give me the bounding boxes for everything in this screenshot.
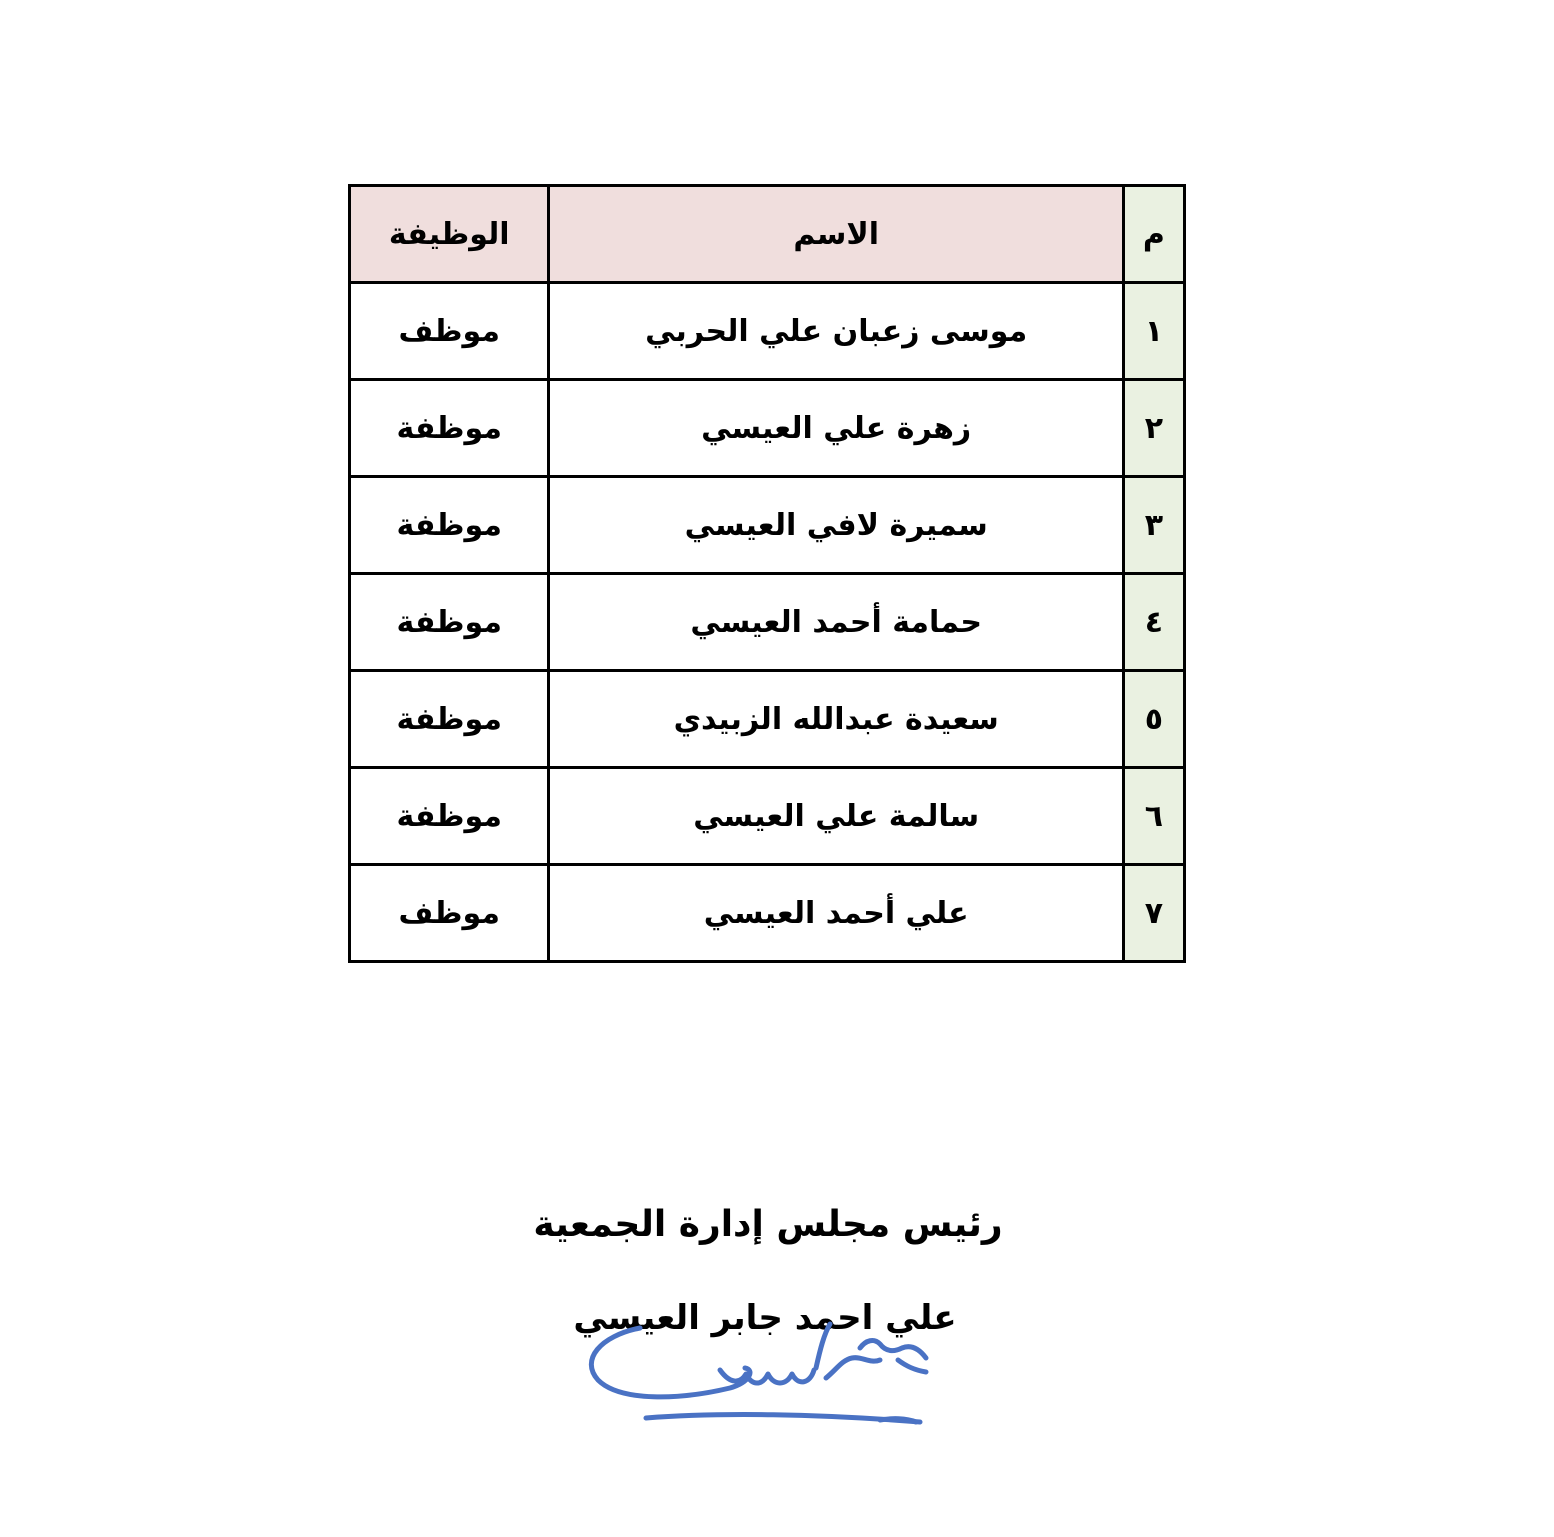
table-row bbox=[350, 574, 1185, 671]
signatory-name: علي احمد جابر العيسي bbox=[573, 1298, 957, 1338]
table-row bbox=[350, 768, 1185, 865]
row-number: ٦ bbox=[1123, 768, 1184, 865]
row-number: ٥ bbox=[1123, 671, 1184, 768]
table-row bbox=[350, 671, 1185, 768]
row-job: موظفة bbox=[350, 671, 549, 768]
row-job: موظفة bbox=[350, 380, 549, 477]
row-job: موظفة bbox=[350, 477, 549, 574]
header-number: م bbox=[1123, 186, 1184, 283]
handwritten-signature-icon bbox=[580, 1300, 940, 1440]
row-number: ٤ bbox=[1123, 574, 1184, 671]
row-name: علي أحمد العيسي bbox=[549, 865, 1123, 962]
staff-table bbox=[348, 184, 1186, 963]
row-number: ٧ bbox=[1123, 865, 1184, 962]
table-header-row bbox=[350, 186, 1185, 283]
chairman-title: رئيس مجلس إدارة الجمعية bbox=[533, 1204, 1003, 1245]
header-job: الوظيفة bbox=[350, 186, 549, 283]
table-row bbox=[350, 865, 1185, 962]
row-number: ١ bbox=[1123, 283, 1184, 380]
row-name: زهرة علي العيسي bbox=[549, 380, 1123, 477]
row-name: حمامة أحمد العيسي bbox=[549, 574, 1123, 671]
table-row bbox=[350, 380, 1185, 477]
row-name: سعيدة عبدالله الزبيدي bbox=[549, 671, 1123, 768]
row-number: ٢ bbox=[1123, 380, 1184, 477]
row-name: سالمة علي العيسي bbox=[549, 768, 1123, 865]
row-job: موظفة bbox=[350, 768, 549, 865]
table-row bbox=[350, 283, 1185, 380]
row-name: سميرة لافي العيسي bbox=[549, 477, 1123, 574]
row-name: موسى زعبان علي الحربي bbox=[549, 283, 1123, 380]
row-number: ٣ bbox=[1123, 477, 1184, 574]
row-job: موظف bbox=[350, 865, 549, 962]
table-row bbox=[350, 477, 1185, 574]
row-job: موظفة bbox=[350, 574, 549, 671]
row-job: موظف bbox=[350, 283, 549, 380]
header-name: الاسم bbox=[549, 186, 1123, 283]
